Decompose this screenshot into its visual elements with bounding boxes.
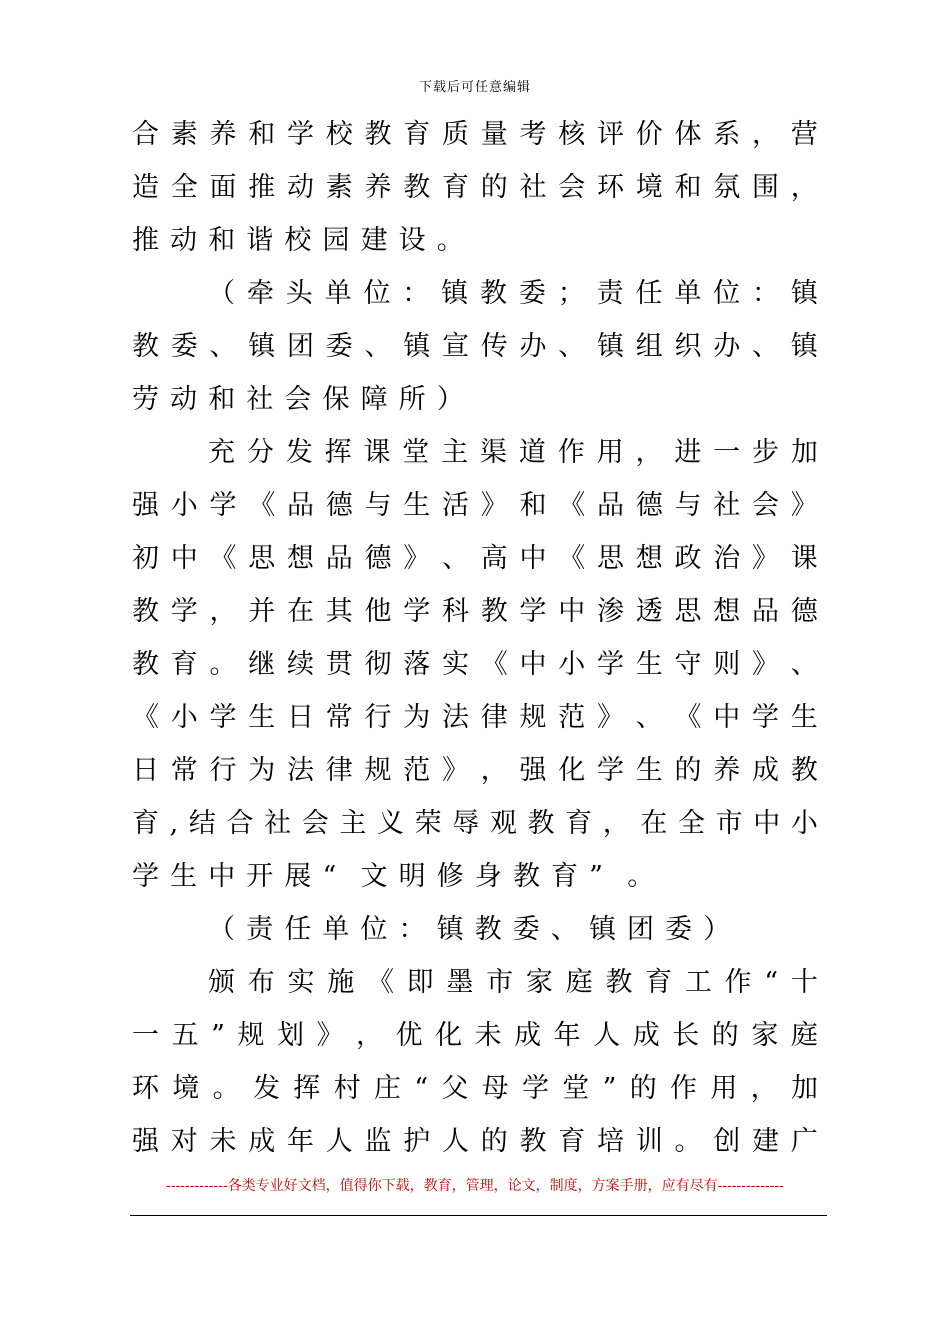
body-line: 教 学 ， 并 在 其 他 学 科 教 学 中 渗 透 思 想 品 德 — [132, 596, 818, 627]
body-line: 充 分 发 挥 课 堂 主 渠 道 作 用 ， 进 一 步 加 — [208, 437, 818, 468]
body-line: 推 动 和 谐 校 园 建 设 。 — [132, 225, 464, 256]
body-line: 教 育 。 继 续 贯 彻 落 实 《 中 小 学 生 守 则 》 、 — [132, 649, 818, 680]
body-line: 育 , 结 合 社 会 主 义 荣 辱 观 教 育 ， 在 全 市 中 小 — [132, 808, 818, 839]
body-line: 一 五 ” 规 划 》 ， 优 化 未 成 年 人 成 长 的 家 庭 — [132, 1020, 818, 1051]
body-line: 造 全 面 推 动 素 养 教 育 的 社 会 环 境 和 氛 围 ， — [132, 172, 818, 203]
body-line: 强 小 学 《 品 德 与 生 活 》 和 《 品 德 与 社 会 》 — [132, 490, 818, 521]
body-line: 劳 动 和 社 会 保 障 所 ） — [132, 384, 464, 415]
body-line: 初 中 《 思 想 品 德 》 、 高 中 《 思 想 政 治 》 课 — [132, 543, 818, 574]
document-body — [132, 108, 818, 1168]
body-line: （ 牵 头 单 位 ： 镇 教 委 ； 责 任 单 位 ： 镇 — [208, 278, 818, 309]
body-line: 教 委 、 镇 团 委 、 镇 宣 传 办 、 镇 组 织 办 、 镇 — [132, 331, 818, 362]
body-line: 颁 布 实 施 《 即 墨 市 家 庭 教 育 工 作 “ 十 — [208, 967, 818, 998]
body-line: 《 小 学 生 日 常 行 为 法 律 规 范 》 、 《 中 学 生 — [132, 702, 818, 733]
body-line: 环 境 。 发 挥 村 庄 “ 父 母 学 堂 ” 的 作 用 ， 加 — [132, 1073, 818, 1104]
body-line: 学 生 中 开 展 “ 文 明 修 身 教 育 ” 。 — [132, 861, 655, 892]
page-header: 下载后可任意编辑 — [418, 80, 531, 95]
body-line: 日 常 行 为 法 律 规 范 》 ， 强 化 学 生 的 养 成 教 — [132, 755, 818, 786]
footer-divider — [130, 1215, 827, 1216]
body-line: 强 对 未 成 年 人 监 护 人 的 教 育 培 训 。 创 建 广 — [132, 1126, 818, 1157]
body-line: （ 责 任 单 位 ： 镇 教 委 、 镇 团 委 ） — [208, 914, 731, 945]
footer-banner: -------------各类专业好文档，值得你下载，教育，管理，论文，制度，方案手册，应有尽有-------------- — [166, 1178, 784, 1194]
body-line: 合 素 养 和 学 校 教 育 质 量 考 核 评 价 体 系 ， 营 — [132, 119, 818, 150]
